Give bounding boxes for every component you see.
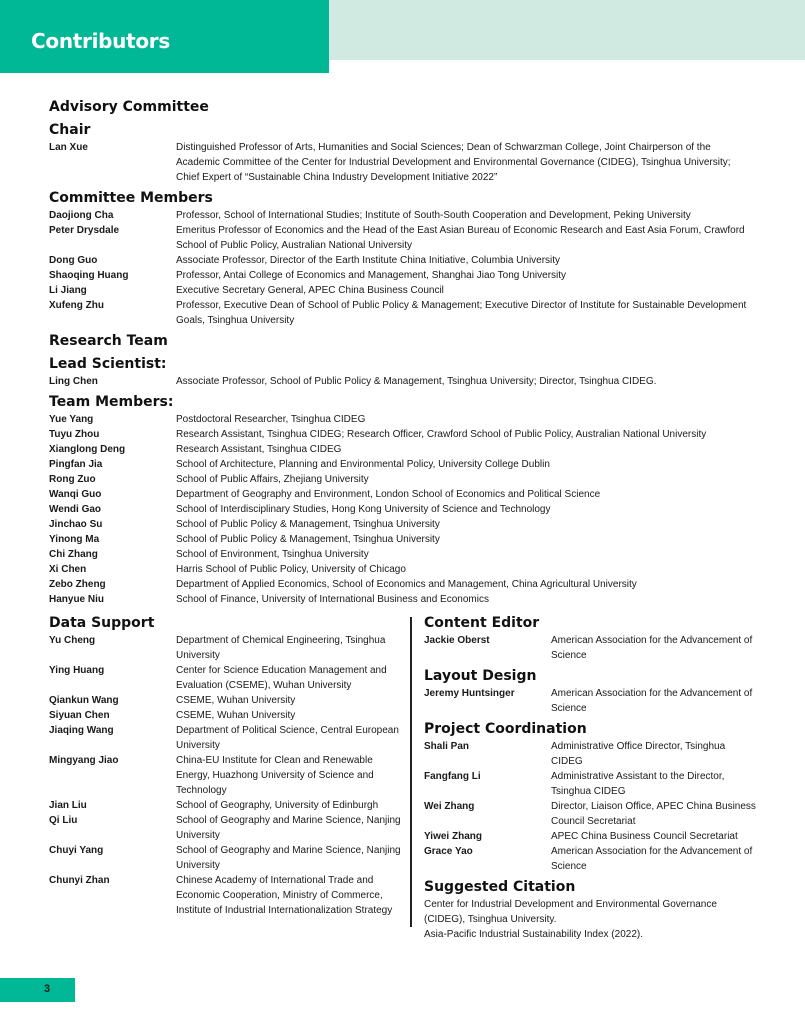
contributor-row — [424, 829, 759, 844]
contributor-row — [49, 532, 756, 547]
contributor-affiliation: Director, Liaison Office, APEC China Business Council Secretariat — [551, 801, 756, 827]
contributor-affiliation: Associate Professor, Director of the Earth Institute China Initiative, Columbia University — [176, 255, 561, 266]
contributor-affiliation: Department of Geography and Environment, London School of Economics and Political Science — [176, 489, 601, 500]
heading-team-members: Team Members: — [49, 394, 174, 410]
editorial-section — [424, 613, 759, 942]
contributor-row — [49, 693, 408, 708]
contributor-affiliation: American Association for the Advancement of Science — [551, 688, 753, 714]
contributor-name: Li Jiang — [49, 285, 87, 296]
contributor-row — [49, 208, 756, 223]
contributor-name: Ying Huang — [49, 665, 105, 676]
contributor-name: Yu Cheng — [49, 635, 96, 646]
contributor-name: Shali Pan — [424, 741, 470, 752]
contributor-affiliation: School of Geography, University of Edinburgh — [176, 800, 379, 811]
contributor-row — [49, 723, 408, 753]
contributor-affiliation: Associate Professor, School of Public Policy & Management, Tsinghua University; Director, Tsinghua CIDEG. — [176, 376, 657, 387]
contributor-name: Shaoqing Huang — [49, 270, 129, 281]
contributor-name: Daojiong Cha — [49, 210, 114, 221]
heading-suggested-citation: Suggested Citation — [424, 879, 576, 895]
contributor-affiliation: Executive Secretary General, APEC China Business Council — [176, 285, 444, 296]
contributor-row — [424, 633, 759, 663]
contributor-name: Lan Xue — [49, 142, 88, 153]
heading-layout-design: Layout Design — [424, 668, 537, 684]
page-title: Contributors — [31, 29, 170, 53]
contributor-row — [424, 739, 759, 769]
contributor-name: Qi Liu — [49, 815, 78, 826]
contributor-row — [49, 427, 756, 442]
contributor-row — [424, 844, 759, 874]
page-number-tab — [0, 978, 75, 1002]
contributor-row — [49, 708, 408, 723]
citation-text: Asia-Pacific Industrial Sustainability Index (2022). — [424, 929, 643, 940]
header-accent-bar — [329, 0, 805, 60]
heading-data-support: Data Support — [49, 615, 155, 631]
contributor-row — [49, 633, 408, 663]
contributor-affiliation: Department of Applied Economics, School of Economics and Management, China Agricultural University — [176, 579, 637, 590]
contributor-row — [49, 374, 756, 389]
contributor-affiliation: School of Interdisciplinary Studies, Hong Kong University of Science and Technology — [176, 504, 551, 515]
contributor-affiliation: Harris School of Public Policy, University of Chicago — [176, 564, 406, 575]
contributor-name: Pingfan Jia — [49, 459, 103, 470]
contributor-name: Jinchao Su — [49, 519, 103, 530]
citation-text: Center for Industrial Development and Environmental Governance (CIDEG), Tsinghua University. — [424, 899, 717, 925]
contributor-row — [49, 457, 756, 472]
contributor-row — [49, 873, 408, 918]
contributor-name: Xi Chen — [49, 564, 87, 575]
contributor-row — [49, 283, 756, 298]
contributor-affiliation: Research Assistant, Tsinghua CIDEG; Research Officer, Crawford School of Public Policy, Australian National University — [176, 429, 707, 440]
contributor-row — [49, 798, 408, 813]
contributor-row — [49, 268, 756, 283]
contributor-row — [49, 813, 408, 843]
contributor-affiliation: Administrative Office Director, Tsinghua CIDEG — [551, 741, 726, 767]
contributor-affiliation: School of Public Policy & Management, Tsinghua University — [176, 519, 440, 530]
contributor-name: Fangfang Li — [424, 771, 481, 782]
contributor-affiliation: Department of Political Science, Central European University — [176, 725, 399, 751]
contributor-name: Chuyi Yang — [49, 845, 104, 856]
contributor-affiliation: Postdoctoral Researcher, Tsinghua CIDEG — [176, 414, 366, 425]
contributor-name: Siyuan Chen — [49, 710, 110, 721]
contributor-affiliation: School of Finance, University of International Business and Economics — [176, 594, 489, 605]
contributor-affiliation: Professor, School of International Studies; Institute of South-South Cooperation and Development, Peking University — [176, 210, 691, 221]
contributor-row — [49, 577, 756, 592]
contributor-affiliation: CSEME, Wuhan University — [176, 695, 296, 706]
contributor-affiliation: Professor, Antai College of Economics and Management, Shanghai Jiao Tong University — [176, 270, 567, 281]
contributor-row — [424, 769, 759, 799]
contributor-name: Yue Yang — [49, 414, 94, 425]
contributor-name: Ling Chen — [49, 376, 98, 387]
contributor-name: Mingyang Jiao — [49, 755, 119, 766]
contributor-row — [424, 686, 759, 716]
contributor-row — [49, 442, 756, 457]
contributor-affiliation: Emeritus Professor of Economics and the Head of the East Asian Bureau of Economic Research and East Asia Forum, Crawford School of Public Policy, Australian National University — [176, 225, 745, 251]
contributor-name: Wei Zhang — [424, 801, 475, 812]
contributor-row — [49, 843, 408, 873]
contributor-name: Xianglong Deng — [49, 444, 126, 455]
contributor-name: Jian Liu — [49, 800, 87, 811]
heading-chair: Chair — [49, 122, 91, 138]
heading-project-coordination: Project Coordination — [424, 721, 587, 737]
contributor-affiliation: Professor, Executive Dean of School of Public Policy & Management; Executive Director of Institute for Sustainable Development Goals, Tsinghua University — [176, 300, 747, 326]
contributor-row — [49, 223, 756, 253]
contributor-affiliation: School of Public Policy & Management, Tsinghua University — [176, 534, 440, 545]
advisory-and-research-section — [49, 97, 756, 607]
contributor-affiliation: School of Environment, Tsinghua University — [176, 549, 369, 560]
contributor-affiliation: CSEME, Wuhan University — [176, 710, 296, 721]
contributor-row — [49, 547, 756, 562]
contributor-row — [49, 502, 756, 517]
page-number: 3 — [44, 983, 51, 995]
contributor-affiliation: School of Architecture, Planning and Environmental Policy, University College Dublin — [176, 459, 550, 470]
contributor-name: Jiaqing Wang — [49, 725, 114, 736]
contributor-affiliation: School of Public Affairs, Zhejiang University — [176, 474, 369, 485]
data-support-section — [49, 613, 408, 918]
contributor-affiliation: China-EU Institute for Clean and Renewable Energy, Huazhong University of Science and Technology — [176, 755, 374, 796]
contributor-name: Dong Guo — [49, 255, 98, 266]
contributor-row — [49, 663, 408, 693]
contributor-row — [49, 140, 756, 185]
contributor-name: Jeremy Huntsinger — [424, 688, 515, 699]
contributor-name: Wendi Gao — [49, 504, 102, 515]
contributor-row — [49, 298, 756, 328]
contributor-row — [49, 412, 756, 427]
contributor-affiliation: Chinese Academy of International Trade and Economic Cooperation, Ministry of Commerce, Institute of Industrial Internationalization Strategy — [176, 875, 393, 916]
contributor-affiliation: American Association for the Advancement of Science — [551, 846, 753, 872]
heading-lead-scientist: Lead Scientist: — [49, 356, 167, 372]
contributor-affiliation: American Association for the Advancement of Science — [551, 635, 753, 661]
contributor-affiliation: APEC China Business Council Secretariat — [551, 831, 738, 842]
contributor-affiliation: Department of Chemical Engineering, Tsinghua University — [176, 635, 386, 661]
contributor-name: Yiwei Zhang — [424, 831, 482, 842]
contributor-name: Hanyue Niu — [49, 594, 105, 605]
contributor-row — [49, 472, 756, 487]
contributor-affiliation: Research Assistant, Tsinghua CIDEG — [176, 444, 342, 455]
contributor-affiliation: Administrative Assistant to the Director, Tsinghua CIDEG — [551, 771, 725, 797]
contributor-name: Jackie Oberst — [424, 635, 490, 646]
contributor-row — [49, 562, 756, 577]
contributor-row — [49, 592, 756, 607]
contributor-affiliation: School of Geography and Marine Science, Nanjing University — [176, 815, 401, 841]
contributor-name: Grace Yao — [424, 846, 473, 857]
column-divider — [410, 617, 412, 927]
contributor-name: Wanqi Guo — [49, 489, 102, 500]
contributor-row — [49, 517, 756, 532]
contributor-row — [424, 799, 759, 829]
contributor-name: Xufeng Zhu — [49, 300, 104, 311]
contributor-affiliation: Center for Science Education Management and Evaluation (CSEME), Wuhan University — [176, 665, 387, 691]
heading-content-editor: Content Editor — [424, 615, 540, 631]
contributor-name: Zebo Zheng — [49, 579, 106, 590]
contributor-row — [49, 487, 756, 502]
contributor-name: Chi Zhang — [49, 549, 98, 560]
heading-research-team: Research Team — [49, 333, 168, 349]
contributor-row — [49, 753, 408, 798]
heading-advisory-committee: Advisory Committee — [49, 99, 209, 115]
contributor-name: Peter Drysdale — [49, 225, 120, 236]
contributor-name: Yinong Ma — [49, 534, 100, 545]
contributor-affiliation: Distinguished Professor of Arts, Humanities and Social Sciences; Dean of Schwarzman College, Joint Chairperson of the Academic Committee of the Center for Industrial Development and Environmental Governance (CIDEG), Tsinghua University; Chief Expert of “Sustainable China Industry Development Initiative 2022” — [176, 142, 731, 183]
contributor-name: Qiankun Wang — [49, 695, 119, 706]
contributor-affiliation: School of Geography and Marine Science, Nanjing University — [176, 845, 401, 871]
contributor-name: Chunyi Zhan — [49, 875, 110, 886]
heading-committee-members: Committee Members — [49, 190, 213, 206]
contributor-row — [49, 253, 756, 268]
contributor-name: Rong Zuo — [49, 474, 96, 485]
contributor-name: Tuyu Zhou — [49, 429, 100, 440]
